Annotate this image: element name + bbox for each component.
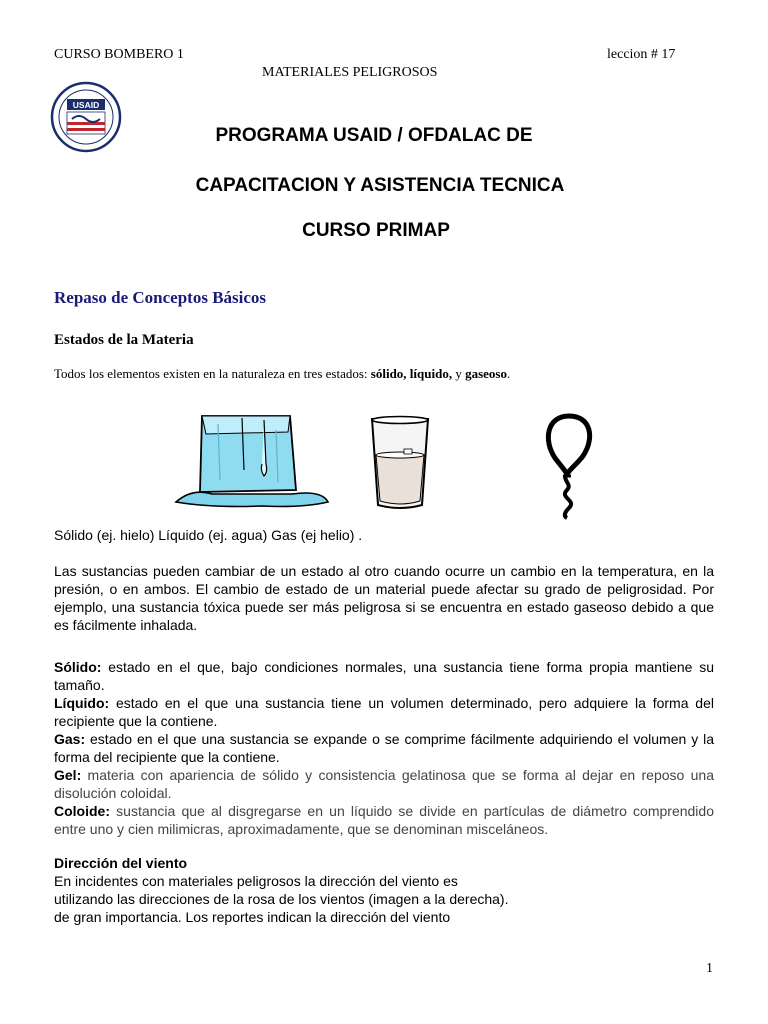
wind-direction-title: Dirección del viento [54,855,188,871]
definition-gel: Gel: materia con apariencia de sólido y consistencia gelatinosa que se forma al dejar en reposo una disolución coloidal. [54,767,714,801]
logo-text: USAID [72,100,100,110]
header-course: CURSO BOMBERO 1 [54,47,184,62]
header-lesson: leccion # 17 [607,47,676,62]
section-title: Repaso de Conceptos Básicos [54,288,267,307]
balloon-illustration [537,410,601,520]
intro-text: Todos los elementos existen en la naturaleza en tres estados: sólido, líquido, y gaseoso. [54,366,511,381]
wind-direction-text [54,872,714,926]
wind-line: En incidentes con materiales peligrosos la dirección del viento es [54,873,458,889]
definitions-list [54,658,714,838]
definition-solido: Sólido: estado en el que, bajo condiciones normales, una sustancia tiene forma propia mantiene su tamaño. [54,659,714,693]
wind-line: de gran importancia. Los reportes indican la dirección del viento [54,909,451,925]
subsection-title: Estados de la Materia [54,332,194,348]
header-topic: MATERIALES PELIGROSOS [262,65,438,80]
program-subtitle: CAPACITACION Y ASISTENCIA TECNICA [195,175,565,196]
page-number: 1 [706,961,713,976]
ice-block-illustration [172,410,332,508]
definition-coloide: Coloide: sustancia que al disgregarse en un líquido se divide en partículas de diámetro comprendido entre uno y cien milimicras, aproximadamente, que se denominan misceláneos. [54,803,714,837]
definition-gas: Gas: estado en el que una sustancia se expande o se comprime fácilmente adquiriendo el volumen y la forma del recipiente que la contiene. [54,731,714,765]
water-glass-illustration [368,415,432,511]
definition-liquido: Líquido: estado en el que una sustancia tiene un volumen determinado, pero adquiere la forma del recipiente que la contiene. [54,695,714,729]
wind-line: utilizando las direcciones de la rosa de los vientos (imagen a la derecha). [54,891,509,907]
states-caption: Sólido (ej. hielo) Líquido (ej. agua) Gas (ej helio) . [54,527,363,543]
program-title: PROGRAMA USAID / OFDALAC DE [215,125,533,146]
states-change-paragraph: Las sustancias pueden cambiar de un estado al otro cuando ocurre un cambio en la temperatura, en la presión, o en ambos. El cambio de estado de un material puede afectar su grado de peligrosidad. Por ejemplo, una sustancia tóxica puede ser más peligrosa si se encuentra en estado gaseoso debido a que es fácilmente inhalada. [54,563,714,633]
course-title: CURSO PRIMAP [302,220,450,241]
